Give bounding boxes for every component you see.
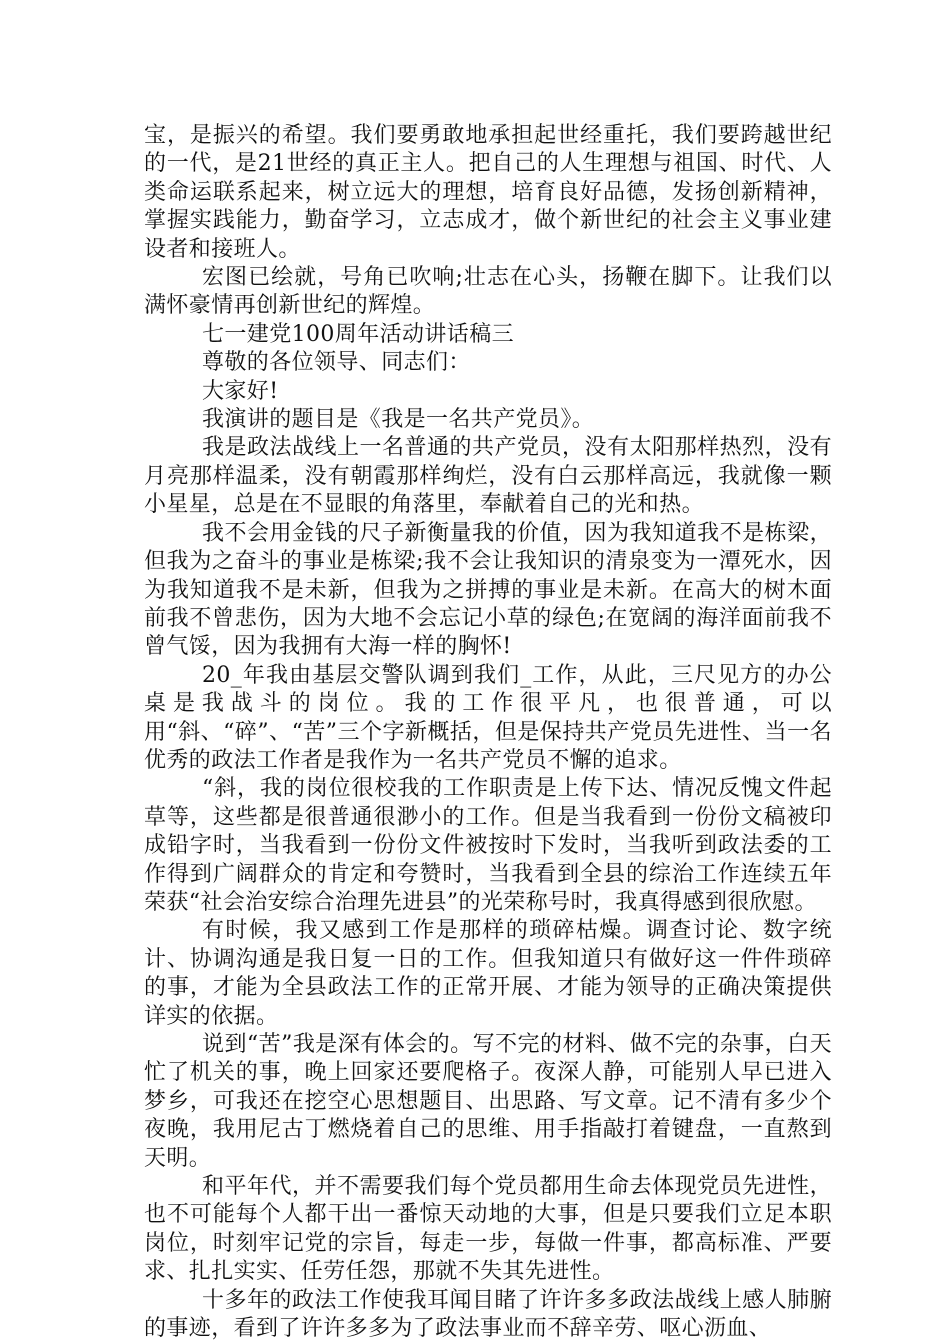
paragraph-13: 和平年代，并不需要我们每个党员都用生命去体现党员先进性，也不可能每个人都干出一番惊天动地的大事，但是只要我们立足本职岗位，时刻牢记党的宗旨，每走一步，每做一件事，都高标准、严要求、扎扎实实、任劳任怨，那就不失其先进性。 (144, 1174, 832, 1285)
paragraph-14: 十多年的政法工作使我耳闻目睹了许许多多政法战线上感人肺腑的事迹，看到了许许多多为了政法事业而不辞辛劳、呕心沥血、 (144, 1287, 832, 1342)
paragraph-8: 我不会用金钱的尺子新衡量我的价值，因为我知道我不是栋梁，但我为之奋斗的事业是栋梁;我不会让我知识的清泉变为一潭死水，因为我知道我不是未新，但我为之拼搏的事业是未新。在高大的树木面前我不曾悲伤，因为大地不会忘记小草的绿色;在宽阔的海洋面前我不曾气馁，因为我拥有大海一样的胸怀! (144, 520, 832, 660)
speech-topic: 我演讲的题目是《我是一名共产党员》。 (202, 407, 595, 433)
paragraph-1: 宝，是振兴的希望。我们要勇敢地承担起世经重托，我们要跨越世纪的一代，是21世经的真正主人。把自己的人生理想与祖国、时代、人类命运联系起来，树立远大的理想，培育良好品德，发扬创新精神，掌握实践能力，勤奋学习，立志成才，做个新世纪的社会主义事业建设者和接班人。 (144, 123, 832, 262)
paragraph-10: “斜，我的岗位很校我的工作职责是上传下达、情况反愧文件起草等，这些都是很普通很渺小的工作。但是当我看到一份份文稿被印成铅字时，当我看到一份份文件被按时下发时，当我听到政法委的工作得到广阔群众的肯定和夸赞时，当我看到全县的综治工作连续五年荣获“社会治安综合治理先进县”的光荣称号时，我真得感到很欣慰。 (144, 776, 832, 915)
speech-title: 七一建党100周年活动讲话稿三 (202, 321, 514, 347)
paragraph-12: 说到“苦”我是深有体会的。写不完的材料、做不完的杂事，白天忙了机关的事，晚上回家还要爬格子。夜深人静，可能别人早已进入梦乡，可我还在挖空心思想题目、出思路、写文章。记不清有多少个夜晚，我用尼古丁燃烧着自己的思维、用手指敲打着键盘，一直熬到天明。 (144, 1032, 832, 1171)
paragraph-7: 我是政法战线上一名普通的共产党员，没有太阳那样热烈，没有月亮那样温柔，没有朝霞那样绚烂，没有白云那样高远，我就像一颗小星星，总是在不显眼的角落里，奉献着自己的光和热。 (144, 435, 832, 518)
paragraph-11: 有时候，我又感到工作是那样的琐碎枯燥。调查讨论、数字统计、协调沟通是我日复一日的工作。但我知道只有做好这一件件琐碎的事，才能为全县政法工作的正常开展、才能为领导的正确决策提供详实的依据。 (144, 918, 832, 1029)
paragraph-2: 宏图已绘就，号角已吹响;壮志在心头，扬鞭在脚下。让我们以满怀豪情再创新世纪的辉煌。 (144, 265, 832, 319)
greeting: 大家好! (202, 378, 279, 404)
salutation: 尊敬的各位领导、同志们： (202, 350, 471, 376)
paragraph-9: 20_年我由基层交警队调到我们_工作，从此，三尺见方的办公桌是我战斗的岗位。我的工作很平凡，也很普通，可以用“斜、“碎”、“苦”三个字新概括，但是保持共产党员先进性、当一名优秀的政法工作者是我作为一名共产党员不懈的追求。 (144, 662, 832, 773)
document-page (144, 122, 832, 1343)
